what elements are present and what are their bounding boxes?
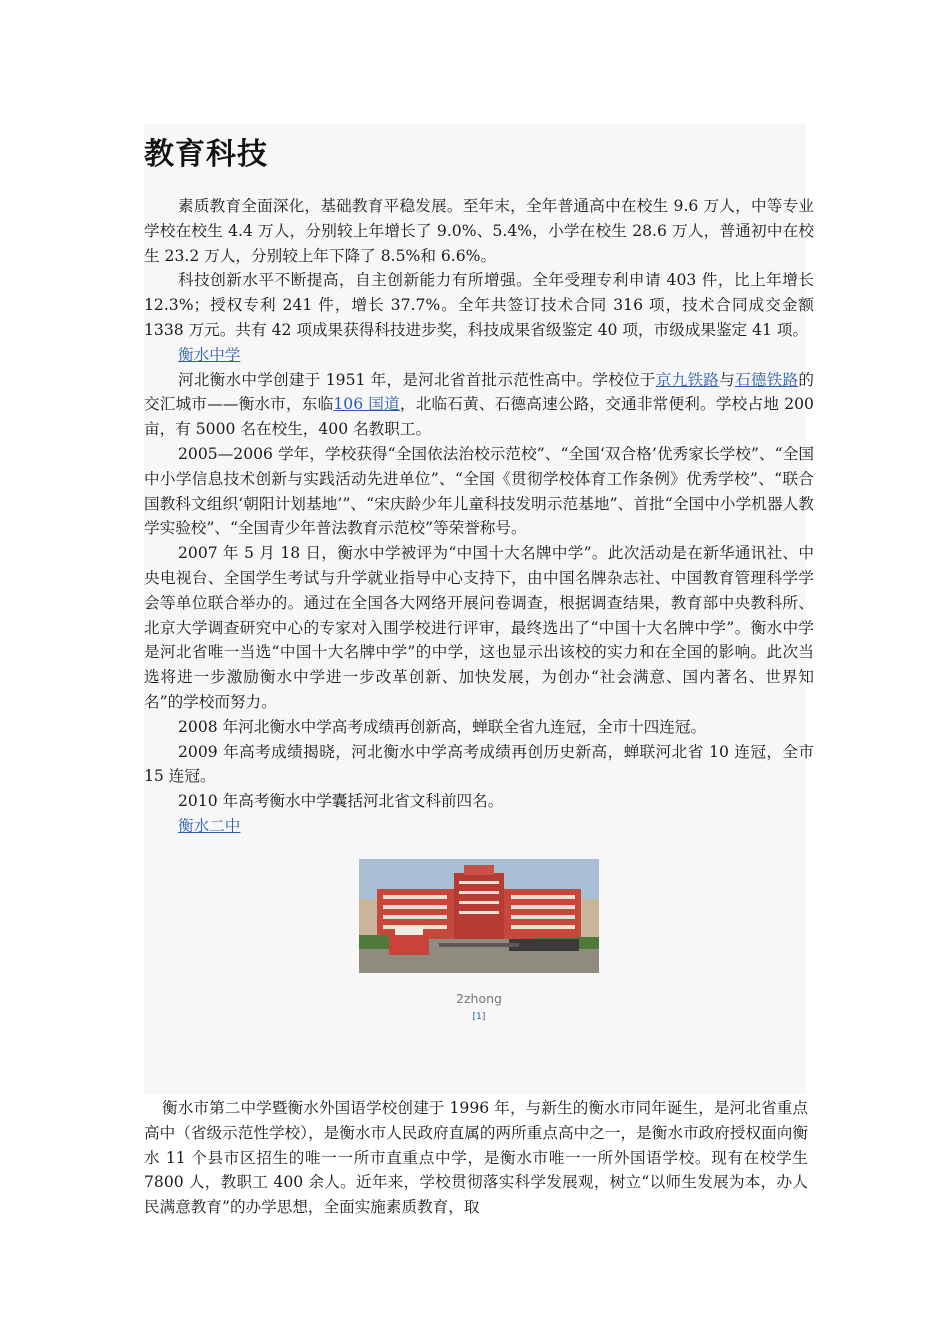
paragraph-education: 素质教育全面深化，基础教育平稳发展。至年末，全年普通高中在校生 9.6 万人，中等专业学校在校生 4.4 万人，分别较上年增长了 9.0%、5.4%，小学在校生 28.6 万人，普通初中在校生 23.2 万人，分别较上年下降了 8.5%和 6.6%。 <box>144 197 814 265</box>
paragraph-erzhong-intro: 衡水市第二中学暨衡水外国语学校创建于 1996 年，与新生的衡水市同年诞生，是河北省重点高中（省级示范性学校），是衡水市人民政府直属的两所重点高中之一，是衡水市政府授权面向衡水 11 个县市区招生的唯一一所市直重点中学，是衡水市唯一一所外国语学校。现有在校学生 7800 人，教职工 400 余人。近年来，学校贯彻落实科学发展观，树立“以师生发展为本，办人民满意教育”的办学思想，全面实施素质教育，取 <box>144 1099 808 1217</box>
school-figure <box>144 859 814 1036</box>
hengshui-erzhong-link[interactable]: 衡水二中 <box>178 816 241 835</box>
text-segment: 河北衡水中学创建于 1951 年，是河北省首批示范性高中。学校位于 <box>178 370 656 389</box>
school-photo[interactable] <box>359 859 599 973</box>
paragraph-top-ten: 2007 年 5 月 18 日，衡水中学被评为“中国十大名牌中学”。此次活动是在新华通讯社、中央电视台、全国学生考试与升学就业指导中心支持下，由中国名牌杂志社、中国教育管理科学学会等单位联合举办的。通过在全国各大网络开展问卷调查，根据调查结果，教育部中央教科所、北京大学调查研究中心的专家对入围学校进行评审，最终选出了“中国十大名牌中学”。衡水中学是河北省唯一当选“中国十大名牌中学”的中学，这也显示出该校的实力和在全国的影响。此次当选将进一步激励衡水中学进一步改革创新、加快发展，为创办“社会满意、国内著名、世界知名”的学校而努力。 <box>144 544 814 711</box>
paragraph-honors: 2005—2006 学年，学校获得“全国依法治校示范校”、“全国‘双合格’优秀家长学校”、“全国中小学信息技术创新与实践活动先进单位”、“全国《贯彻学校体育工作条例》优秀学校”、“联合国教科文组织‘朝阳计划基地’”、“宋庆龄少年儿童科技发明示范基地”、首批“全国中小学机器人教学实验校”、“全国青少年普法教育示范校”等荣誉称号。 <box>144 444 814 538</box>
jingjiu-railway-link[interactable]: 京九铁路 <box>655 370 720 389</box>
shide-railway-link[interactable]: 石德铁路 <box>735 370 799 389</box>
hengshui-zhongxue-link[interactable]: 衡水中学 <box>178 345 241 364</box>
text-segment: 的交汇城市——衡水市，东临 <box>144 370 814 414</box>
figure-caption: 2zhong <box>456 990 502 1006</box>
article-section <box>144 124 814 1036</box>
section-title: 教育科技 <box>144 137 268 172</box>
reference-link[interactable]: [1] <box>472 1011 486 1022</box>
text-segment: 与 <box>719 370 735 389</box>
paragraph-2009: 2009 年高考成绩揭晓，河北衡水中学高考成绩再创历史新高，蝉联河北省 10 连冠，全市 15 连冠。 <box>144 742 814 786</box>
paragraph-2010: 2010 年高考衡水中学囊括河北省文科前四名。 <box>178 792 504 811</box>
hengshui-zhongxue-link-row <box>144 343 814 368</box>
school-building-image <box>359 859 599 973</box>
paragraph-hengshui-intro <box>144 368 814 442</box>
paragraph-technology: 科技创新水平不断提高，自主创新能力有所增强。全年受理专利申请 403 件，比上年增长 12.3%；授权专利 241 件，增长 37.7%。全年共签订技术合同 316 项，技术合同成交金额 1338 万元。共有 42 项成果获得科技进步奖，科技成果省级鉴定 40 项，市级成果鉴定 41 项。 <box>144 271 814 339</box>
paragraph-2008: 2008 年河北衡水中学高考成绩再创新高，蝉联全省九连冠，全市十四连冠。 <box>178 717 707 736</box>
article-continuation <box>144 1096 808 1220</box>
hengshui-erzhong-link-row <box>144 814 814 839</box>
text-segment: ，北临石黄、石德高速公路，交通非常便利。学校占地 200 亩，有 5000 名在校生，400 名教职工。 <box>144 395 814 439</box>
national-road-106-link[interactable]: 106 国道 <box>333 395 400 414</box>
